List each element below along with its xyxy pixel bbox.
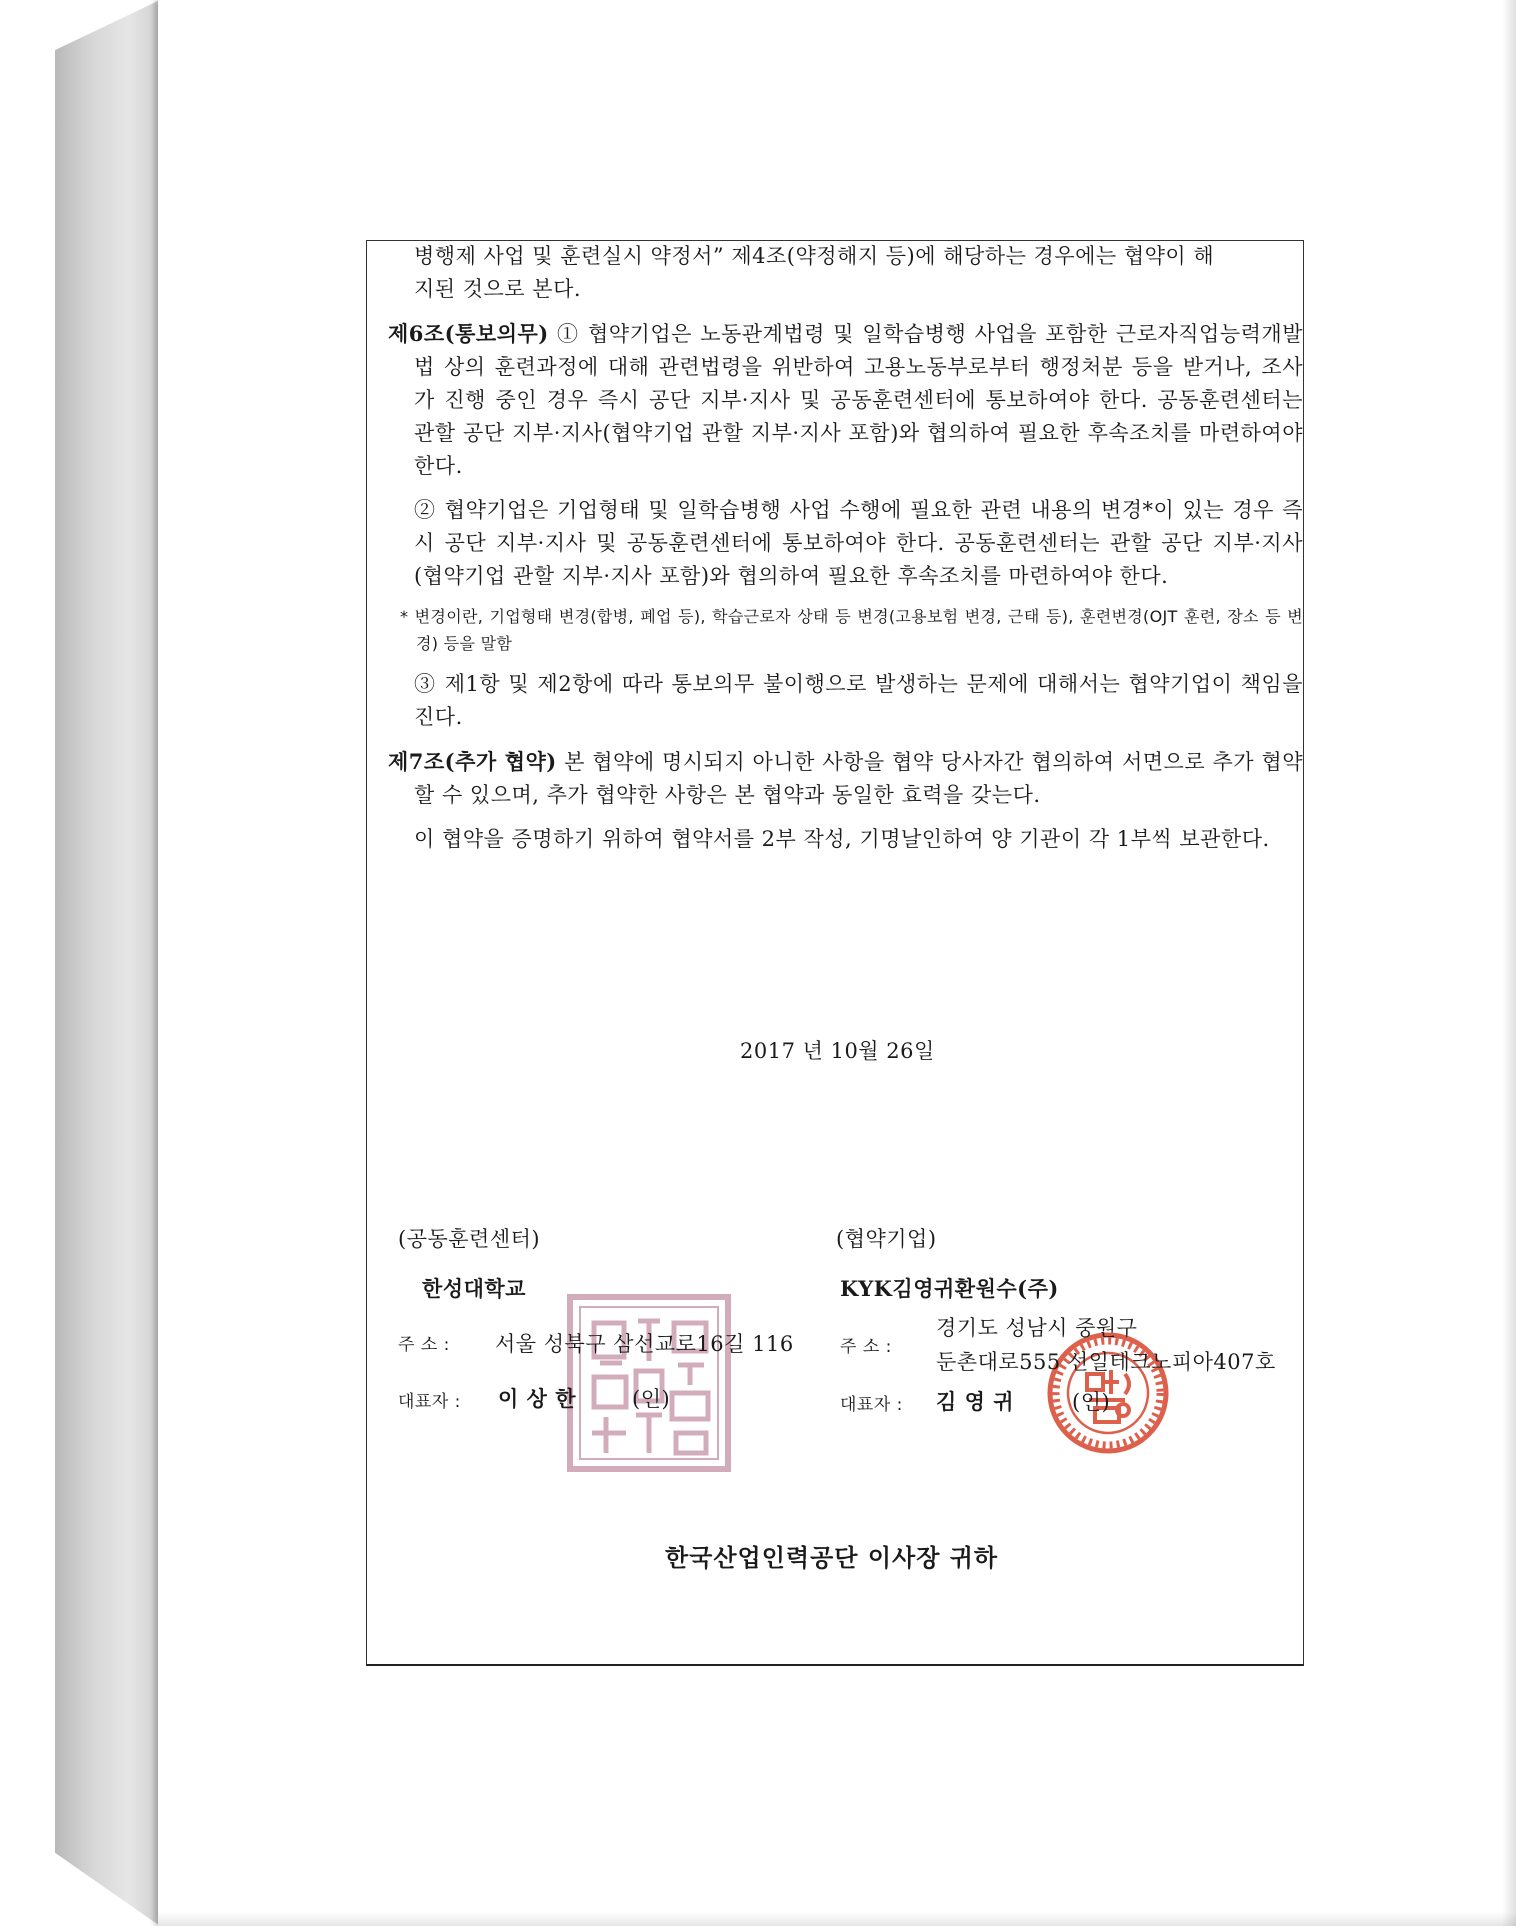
company-title: (협약기업) (836, 1227, 937, 1251)
training-center-name: 한성대학교 (422, 1276, 526, 1301)
company-name: KYK김영귀환원수(주) (840, 1276, 1059, 1301)
article6-para2: ② 협약기업은 기업형태 및 일학습병행 사업 수행에 필요한 관련 내용의 변경*이 있는 경우 즉시 공단 지부·지사 및 공동훈련센터에 통보하여야 한다. 공동훈련센터는 관할 공단 지부·지사(협약기업 관할 지부·지사 포함)와 협의하여 필요한 후속조치를 마련하여야 한다. (414, 498, 1303, 588)
company-rep-label: 대표자 : (840, 1395, 903, 1415)
article7-heading: 제7조(추가 협약) (388, 749, 557, 774)
addressee: 한국산업인력공단 이사장 귀하 (665, 1543, 999, 1572)
article7 (388, 745, 1303, 812)
article6-para1 (388, 317, 1303, 483)
training-center-rep-label: 대표자 : (398, 1392, 461, 1412)
training-center-address: 서울 성북구 삼선교로16길 116 (495, 1332, 794, 1356)
agreement-date: 2017 년 10월 26일 (740, 1039, 935, 1063)
agreement-body (388, 240, 1303, 856)
page-stack-edge (55, 0, 160, 1926)
article5-line1: 병행제 사업 및 훈련실시 약정서” 제4조(약정해지 등)에 해당하는 경우에는 협약이 해 (414, 244, 1215, 268)
article5-line2: 지된 것으로 본다. (414, 277, 582, 301)
company-seal-mark: (인) (1072, 1390, 1111, 1414)
sheet-shadow-right (1502, 0, 1516, 1926)
article6-note: * 변경이란, 기업형태 변경(합병, 폐업 등), 학습근로자 상태 등 변경(고용보험 변경, 근태 등), 훈련변경(OJT 훈련, 장소 등 변경) 등을 말함 (400, 607, 1303, 653)
article6-para3: ③ 제1항 및 제2항에 따라 통보의무 불이행으로 발생하는 문제에 대해서는 협약기업이 책임을 진다. (414, 672, 1303, 729)
training-center-rep-name: 이 상 한 (498, 1386, 576, 1411)
training-center-address-label: 주 소 : (398, 1335, 450, 1355)
training-center-seal-mark: (인) (632, 1387, 671, 1411)
closing-statement: 이 협약을 증명하기 위하여 협약서를 2부 작성, 기명날인하여 양 기관이 각 1부씩 보관한다. (414, 827, 1270, 851)
company-address-line2: 둔촌대로555 선일테크노피아407호 (936, 1350, 1276, 1374)
sheet-shadow-bottom (158, 1912, 1516, 1926)
company-rep-name: 김 영 귀 (936, 1389, 1014, 1414)
article6-heading: 제6조(통보의무) (388, 321, 549, 346)
company-address-line1: 경기도 성남시 중원구 (936, 1316, 1138, 1340)
company-address-label: 주 소 : (840, 1337, 892, 1357)
article7-body: 본 협약에 명시되지 아니한 사항을 협약 당사자간 협의하여 서면으로 추가 협약할 수 있으며, 추가 협약한 사항은 본 협약과 동일한 효력을 갖는다. (414, 750, 1304, 807)
training-center-title: (공동훈련센터) (398, 1227, 541, 1251)
article6-para1-text: ① 협약기업은 노동관계법령 및 일학습병행 사업을 포함한 근로자직업능력개발법 상의 훈련과정에 대해 관련법령을 위반하여 고용노동부로부터 행정처분 등을 받거나, 조사가 진행 중인 경우 즉시 공단 지부·지사 및 공동훈련센터에 통보하여야 한다. 공동훈련센터는 관할 공단 지부·지사(협약기업 관할 지부·지사 포함)와 협의하여 필요한 후속조치를 마련하여야 한다. (414, 322, 1303, 478)
